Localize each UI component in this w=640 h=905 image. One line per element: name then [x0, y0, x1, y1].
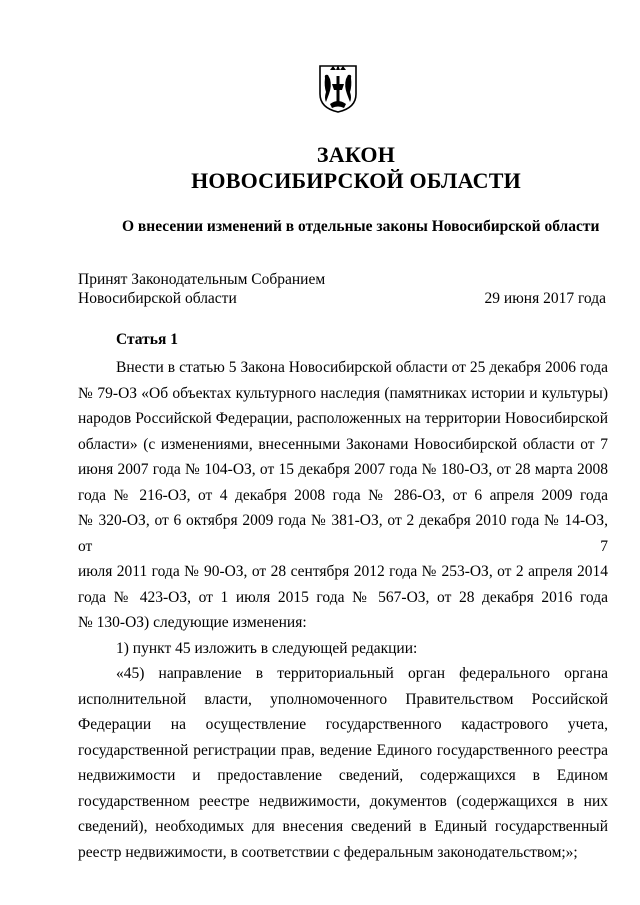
region-title: НОВОСИБИРСКОЙ ОБЛАСТИ: [191, 168, 521, 193]
body-line: года № 216-ОЗ, от 4 декабря 2008 года № 286-ОЗ, от 6 апреля 2009 года: [78, 486, 608, 504]
body-line: Внести в статью 5 Закона Новосибирской области от 25 декабря 2006 года: [116, 359, 608, 376]
body-line: 1) пункт 45 изложить в следующей редакции:: [116, 639, 418, 657]
body-line: № 130-ОЗ) следующие изменения:: [78, 614, 307, 631]
body-line: № 79-ОЗ «Об объектах культурного наследия (памятниках истории и культуры): [78, 384, 608, 402]
body-line: реестр недвижимости, в соответствии с федеральным законодательством;»;: [78, 843, 578, 861]
adopted-by-line2: Новосибирской области: [78, 290, 237, 307]
body-line: июля 2011 года № 90-ОЗ, от 28 сентября 2012 года № 253-ОЗ, от 2 апреля 2014: [78, 563, 608, 580]
body-line: года № 423-ОЗ, от 1 июля 2015 года № 567-ОЗ, от 28 декабря 2016 года: [78, 588, 608, 606]
body-line: июня 2007 года № 104-ОЗ, от 15 декабря 2007 года № 180-ОЗ, от 28 марта 2008: [78, 461, 608, 478]
body-line: Федерации на осуществление государственного кадастрового учета,: [78, 716, 608, 733]
adopted-by-line1: Принят Законодательным Собранием: [78, 271, 326, 288]
article-body: [78, 355, 608, 865]
body-line: № 320-ОЗ, от 6 октября 2009 года № 381-ОЗ, от 2 декабря 2010 года № 14-ОЗ, от 7: [78, 512, 608, 555]
body-line: народов Российской Федерации, расположенных на территории Новосибирской: [78, 410, 608, 427]
law-title: ЗАКОН: [316, 142, 396, 167]
law-subtitle: О внесении изменений в отдельные законы Новосибирской области: [122, 218, 600, 235]
body-line: «45) направление в территориальный орган федерального органа: [116, 665, 608, 682]
body-line: области» (с изменениями, внесенными Законами Новосибирской области от 7: [78, 435, 608, 453]
article-title: Статья 1: [116, 331, 178, 348]
body-line: исполнительной власти, уполномоченного Правительством Российской: [78, 690, 608, 708]
coat-of-arms-icon: [316, 64, 360, 114]
body-line: государственной регистрации прав, ведение Единого государственного реестра: [78, 741, 608, 759]
adoption-date: 29 июня 2017 года: [484, 290, 606, 307]
body-line: сведений), необходимых для внесения сведений в Единый государственный: [78, 818, 608, 835]
body-line: государственном реестре недвижимости, документов (содержащихся в них: [78, 792, 608, 810]
body-line: недвижимости и предоставление сведений, содержащихся в Едином: [78, 767, 608, 784]
